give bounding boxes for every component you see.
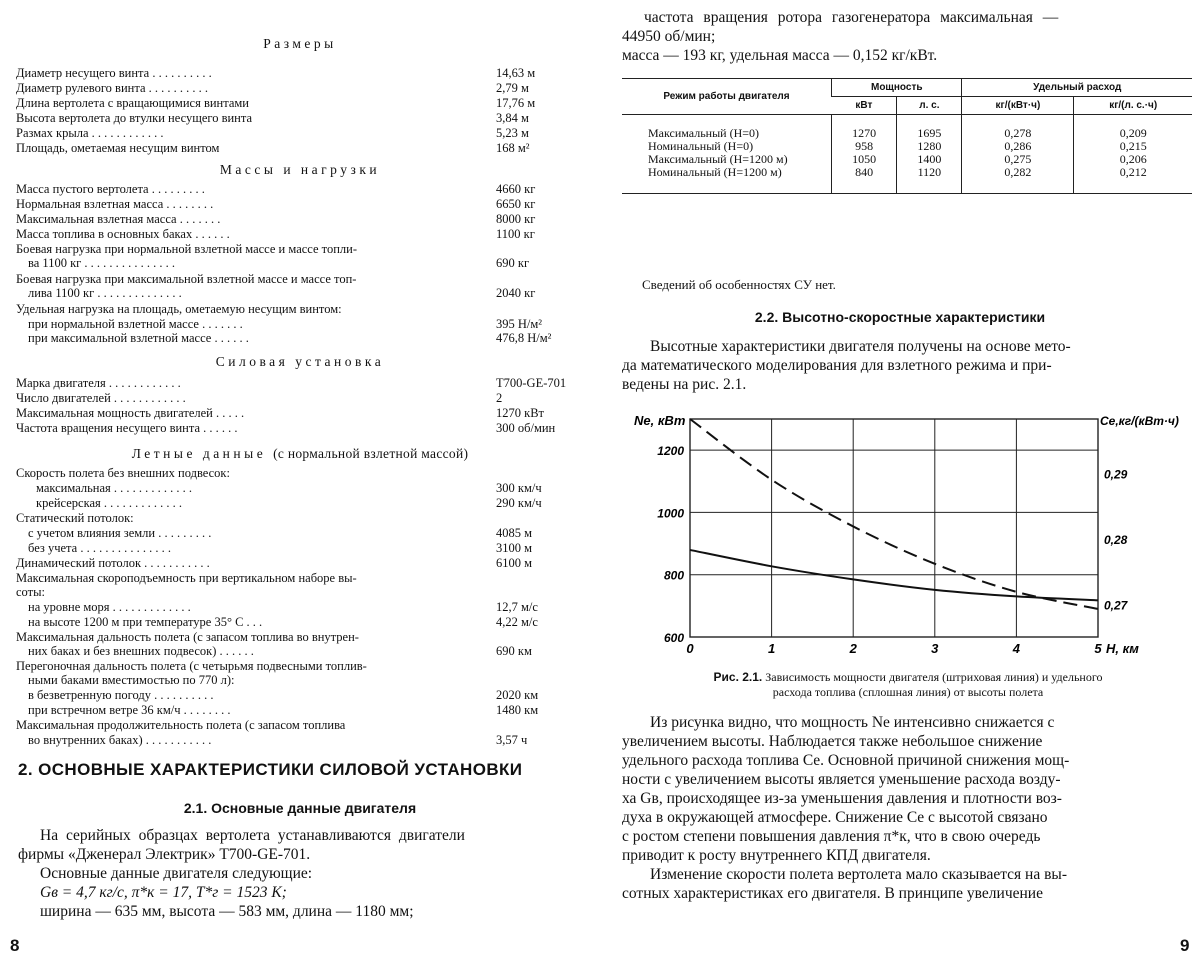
- x-tick-label: 3: [931, 641, 939, 656]
- spec-label: Максимальная продолжительность полета (с запасом топлива: [16, 718, 346, 732]
- table-cell-kw: 958: [832, 140, 897, 153]
- paragraph-line: Из рисунка видно, что мощность Nе интенсивно снижается с: [650, 714, 1055, 731]
- spec-label: ва 1100 кг . . . . . . . . . . . . . . .: [28, 256, 176, 270]
- spec-row: [16, 688, 556, 702]
- table-cell-mode: Максимальный (H=0): [648, 126, 760, 140]
- spec-row: [16, 481, 556, 495]
- spec-label: Статический потолок:: [16, 511, 134, 525]
- header-consumption: Удельный расход: [962, 79, 1192, 97]
- spec-row: [16, 182, 556, 196]
- section-heading: [0, 354, 600, 370]
- table-cell-mode: Номинальный (H=0): [648, 139, 754, 153]
- spec-value: 300 км/ч: [496, 481, 542, 495]
- spec-row: [16, 111, 556, 125]
- spec-value: 2,79 м: [496, 81, 529, 95]
- spec-label: Диаметр несущего винта . . . . . . . . . .: [16, 66, 212, 80]
- spec-value: 300 об/мин: [496, 421, 556, 435]
- spec-label: в безветренную погоду . . . . . . . . . .: [28, 688, 214, 702]
- paragraph-line: На серийных образцах вертолета устанавливаются двигатели: [40, 827, 465, 844]
- spec-row: [16, 376, 567, 390]
- table-row: [622, 166, 1192, 194]
- table-cell-c1: 0,282: [962, 166, 1074, 194]
- paragraph-line: Высотные характеристики двигателя получены на основе мето-: [650, 338, 1071, 355]
- spec-label: Марка двигателя . . . . . . . . . . . .: [16, 376, 181, 390]
- paragraph-line: да математического моделирования для взлетного режима и при-: [622, 357, 1052, 374]
- spec-value: 1100 кг: [496, 227, 535, 241]
- spec-value: Т700-GE-701: [496, 376, 567, 390]
- paragraph-line: ширина — 635 мм, высота — 583 мм, длина — 1180 мм;: [40, 903, 414, 920]
- spec-row: [16, 197, 556, 211]
- spec-label: Максимальная взлетная масса . . . . . . .: [16, 212, 221, 226]
- table-cell-c2: 0,212: [1074, 166, 1192, 194]
- spec-row: [16, 511, 556, 525]
- table-cell-hp: 1280: [897, 140, 962, 153]
- section-heading-text: Летные данные: [131, 446, 267, 461]
- spec-row: [16, 630, 556, 644]
- spec-value: 12,7 м/с: [496, 600, 538, 614]
- header-kw: кВт: [855, 100, 873, 111]
- table-cell-c2: 0,209: [1074, 115, 1192, 141]
- spec-value: 1480 км: [496, 703, 539, 717]
- analysis-paragraph: [622, 713, 1190, 903]
- section-heading-text: Силовая установка: [215, 354, 385, 369]
- figure-caption: [628, 670, 1188, 700]
- table-cell-hp: 1400: [897, 153, 962, 166]
- x-tick-label: 2: [849, 641, 857, 656]
- spec-label: при встречном ветре 36 км/ч . . . . . . . .: [28, 703, 231, 717]
- spec-value: 690 кг: [496, 256, 530, 270]
- spec-label: Перегоночная дальность полета (с четырьмя подвесными топлив-: [16, 659, 367, 673]
- spec-row: [16, 466, 556, 480]
- spec-row: [16, 331, 556, 345]
- altitude-chart: [630, 405, 1190, 665]
- spec-value: 290 км/ч: [496, 496, 542, 510]
- table-cell-c1: 0,275: [962, 153, 1074, 166]
- header-hp: л. с.: [897, 97, 962, 115]
- spec-label: лива 1100 кг . . . . . . . . . . . . . .: [28, 286, 182, 300]
- table-cell-c2: 0,206: [1074, 153, 1192, 166]
- paragraph-line: духа в окружающей атмосфере. Снижение Cе с высотой связано: [622, 809, 1048, 826]
- intro-lines: [622, 8, 1190, 65]
- spec-label: крейсерская . . . . . . . . . . . . .: [36, 496, 183, 510]
- spec-label: Нормальная взлетная масса . . . . . . . .: [16, 197, 214, 211]
- x-tick-label: 5: [1094, 641, 1102, 656]
- spec-label: соты:: [16, 585, 45, 599]
- spec-label: при максимальной взлетной массе . . . . . .: [28, 331, 249, 345]
- spec-value: 4,22 м/с: [496, 615, 538, 629]
- intro-line: частота вращения ротора газогенератора максимальная —: [644, 9, 1059, 26]
- paragraph-line: приводит к росту внутреннего КПД двигателя.: [622, 847, 931, 864]
- spec-row: [16, 126, 556, 140]
- plot-frame: [690, 419, 1098, 637]
- spec-row: [16, 644, 556, 658]
- caption-text: расхода топлива (сплошная линия) от высоты полета: [772, 685, 1044, 699]
- spec-label: Масса пустого вертолета . . . . . . . . .: [16, 182, 205, 196]
- paragraph-line: сотных характеристиках его двигателя. В принципе увеличение: [622, 885, 1043, 902]
- table-cell-kw: 1050: [832, 153, 897, 166]
- spec-label: во внутренних баках) . . . . . . . . . . .: [28, 733, 212, 747]
- spec-row: [16, 227, 556, 241]
- spec-value: 14,63 м: [496, 66, 536, 80]
- spec-row: [16, 496, 556, 510]
- spec-row: [16, 141, 556, 155]
- y-left-tick-label: 600: [663, 631, 684, 645]
- spec-row: [16, 673, 556, 687]
- page-number: 9: [1180, 936, 1190, 955]
- spec-row: [16, 615, 556, 629]
- x-tick-label: 4: [1012, 641, 1021, 656]
- spec-row: [16, 585, 556, 599]
- spec-value: 17,76 м: [496, 96, 536, 110]
- spec-label: Масса топлива в основных баках . . . . . .: [16, 227, 230, 241]
- spec-row: [16, 81, 556, 95]
- header-power: Мощность: [832, 79, 962, 97]
- spec-value: 395 Н/м²: [496, 317, 543, 331]
- spec-label: ными баками вместимостью по 770 л):: [28, 673, 235, 687]
- spec-label: Высота вертолета до втулки несущего винта: [16, 111, 253, 125]
- section-heading-text: Массы и нагрузки: [219, 162, 381, 177]
- spec-label: Число двигателей . . . . . . . . . . . .: [16, 391, 186, 405]
- paragraph-line: с ростом степени повышения давления π*к, что в свою очередь: [622, 828, 1041, 845]
- spec-row: [16, 242, 556, 256]
- header-kg-hph: кг/(л. с.·ч): [1074, 97, 1192, 115]
- y-left-tick-label: 1200: [657, 444, 684, 459]
- y-right-axis-title: Cе,кг/(кВт·ч): [1100, 414, 1179, 428]
- section-title-2-1: 2.1. Основные данные двигателя: [183, 800, 417, 816]
- spec-row: [16, 556, 556, 570]
- engine-table: [622, 78, 1192, 194]
- spec-label: без учета . . . . . . . . . . . . . . .: [28, 541, 171, 555]
- paragraph-line: фирмы «Дженерал Электрик» Т700-GE-701.: [18, 846, 311, 863]
- spec-row: [16, 526, 556, 540]
- spec-row: [16, 212, 556, 226]
- table-cell-mode: Максимальный (H=1200 м): [648, 152, 788, 166]
- y-right-tick-label: 0,29: [1104, 467, 1128, 482]
- spec-row: [16, 421, 556, 435]
- table-cell-kw: 1270: [832, 115, 897, 141]
- paragraph-line: Изменение скорости полета вертолета мало сказывается на вы-: [650, 866, 1067, 883]
- table-cell-kw: 840: [832, 166, 897, 194]
- spec-value: 690 км: [496, 644, 532, 658]
- table-cell-mode: Номинальный (H=1200 м): [648, 165, 782, 179]
- spec-row: [16, 600, 556, 614]
- spec-label: при нормальной взлетной массе . . . . . . .: [28, 317, 243, 331]
- spec-label: Максимальная скороподъемность при вертикальном наборе вы-: [16, 571, 357, 585]
- spec-value: 3,57 ч: [496, 733, 528, 747]
- y-right-tick-label: 0,27: [1104, 598, 1128, 613]
- spec-row: [16, 571, 556, 585]
- spec-row: [16, 541, 556, 555]
- x-tick-label: 1: [767, 641, 776, 656]
- paragraph-line: ведены на рис. 2.1.: [622, 376, 747, 393]
- table-cell-hp: 1120: [897, 166, 962, 194]
- spec-value: 5,23 м: [496, 126, 529, 140]
- section-heading-text: Размеры: [263, 36, 337, 51]
- spec-value: 3100 м: [496, 541, 533, 555]
- spec-row: [16, 718, 556, 732]
- spec-label: на высоте 1200 м при температуре 35° С . . .: [28, 615, 263, 629]
- spec-value: 2020 км: [496, 688, 539, 702]
- spec-row: [16, 703, 556, 717]
- spec-label: Максимальная дальность полета (с запасом топлива во внутрен-: [16, 630, 359, 644]
- spec-label: Динамический потолок . . . . . . . . . . .: [16, 556, 210, 570]
- spec-value: 3,84 м: [496, 111, 529, 125]
- paragraph-line: увеличением высоты. Наблюдается также небольшое снижение: [622, 733, 1043, 750]
- spec-row: [16, 286, 556, 300]
- intro-line: 44950 об/мин;: [622, 28, 716, 45]
- paragraph-line: ха Gв, происходящее из-за уменьшения давления и плотности воз-: [622, 790, 1062, 807]
- spec-label: Частота вращения несущего винта . . . . . .: [16, 421, 238, 435]
- altitude-paragraph: [622, 337, 1190, 394]
- no-info-note: Сведений об особенностях СУ нет.: [642, 277, 836, 292]
- spec-value: 2040 кг: [496, 286, 536, 300]
- section-heading: [0, 446, 600, 462]
- spec-value: 4085 м: [496, 526, 533, 540]
- y-left-tick-label: 1000: [657, 506, 684, 521]
- section-heading: [0, 36, 600, 52]
- table-row: [622, 115, 1192, 141]
- spec-value: 1270 кВт: [496, 406, 544, 420]
- spec-value: 4660 кг: [496, 182, 536, 196]
- y-right-tick-label: 0,28: [1104, 532, 1128, 547]
- intro-line: масса — 193 кг, удельная масса — 0,152 кг/кВт.: [622, 47, 938, 64]
- engine-paragraph: [18, 826, 584, 921]
- spec-label: Боевая нагрузка при нормальной взлетной массе и массе топли-: [16, 242, 357, 256]
- spec-label: Длина вертолета с вращающимися винтами: [16, 96, 250, 110]
- table-body: [622, 115, 1192, 194]
- paragraph-line: ности с увеличением высоты является уменьшение расхода возду-: [622, 771, 1061, 788]
- y-left-axis-title: Nе, кВт: [634, 413, 686, 428]
- spec-row: [16, 733, 556, 747]
- spec-row: [16, 302, 556, 316]
- section-title-2-2: 2.2. Высотно-скоростные характеристики: [754, 309, 1046, 325]
- spec-label: Боевая нагрузка при максимальной взлетной массе и массе топ-: [16, 272, 357, 286]
- spec-label: Площадь, ометаемая несущим винтом: [16, 141, 220, 155]
- spec-row: [16, 272, 556, 286]
- table-cell-hp: 1695: [897, 115, 962, 141]
- y-left-tick-label: 800: [663, 568, 684, 583]
- spec-label: на уровне моря . . . . . . . . . . . . .: [28, 600, 191, 614]
- paragraph-line: Gв = 4,7 кг/с, π*к = 17, T*г = 1523 К;: [40, 884, 287, 901]
- spec-label: с учетом влияния земли . . . . . . . . .: [28, 526, 212, 540]
- paragraph-line: Основные данные двигателя следующие:: [40, 865, 313, 882]
- table-cell-c2: 0,215: [1074, 140, 1192, 153]
- spec-value: 8000 кг: [496, 212, 536, 226]
- section-heading-note: (с нормальной взлетной массой): [273, 446, 469, 461]
- header-mode: Режим работы двигателя: [622, 79, 832, 115]
- spec-label: них баках и без внешних подвесок) . . . . . .: [28, 644, 254, 658]
- spec-label: Размах крыла . . . . . . . . . . . .: [16, 126, 164, 140]
- chapter-title: 2. ОСНОВНЫЕ ХАРАКТЕРИСТИКИ СИЛОВОЙ УСТАНОВКИ: [18, 760, 523, 779]
- spec-row: [16, 256, 556, 270]
- spec-row: [16, 96, 556, 110]
- spec-row: [16, 317, 556, 331]
- spec-row: [16, 406, 556, 420]
- table-cell-c1: 0,278: [962, 115, 1074, 141]
- spec-value: 476,8 Н/м²: [496, 331, 552, 345]
- spec-row: [16, 659, 556, 673]
- power-curve-dashed: [690, 419, 1098, 609]
- header-kg-kwh: кг/(кВт·ч): [962, 97, 1074, 115]
- section-heading: [0, 162, 600, 178]
- right-page: [600, 0, 1200, 961]
- page-number: 8: [10, 936, 20, 955]
- table-cell-c1: 0,286: [962, 140, 1074, 153]
- caption-label: Рис. 2.1.: [713, 670, 763, 684]
- spec-label: Скорость полета без внешних подвесок:: [16, 466, 230, 480]
- spec-label: Диаметр рулевого винта . . . . . . . . . .: [16, 81, 208, 95]
- spec-value: 168 м²: [496, 141, 530, 155]
- spec-value: 6650 кг: [496, 197, 536, 211]
- spec-label: Удельная нагрузка на площадь, ометаемую несущим винтом:: [16, 302, 342, 316]
- spec-value: 2: [496, 391, 503, 405]
- paragraph-line: удельного расхода топлива Cе. Основной причиной снижения мощ-: [622, 752, 1070, 769]
- x-tick-label: 0: [686, 641, 694, 656]
- spec-label: Максимальная мощность двигателей . . . . .: [16, 406, 245, 420]
- spec-value: 6100 м: [496, 556, 533, 570]
- x-axis-title: Н, км: [1106, 641, 1139, 656]
- spec-label: максимальная . . . . . . . . . . . . .: [36, 481, 193, 495]
- caption-text: Зависимость мощности двигателя (штриховая линия) и удельного: [765, 670, 1103, 684]
- spec-row: [16, 391, 556, 405]
- spec-row: [16, 66, 556, 80]
